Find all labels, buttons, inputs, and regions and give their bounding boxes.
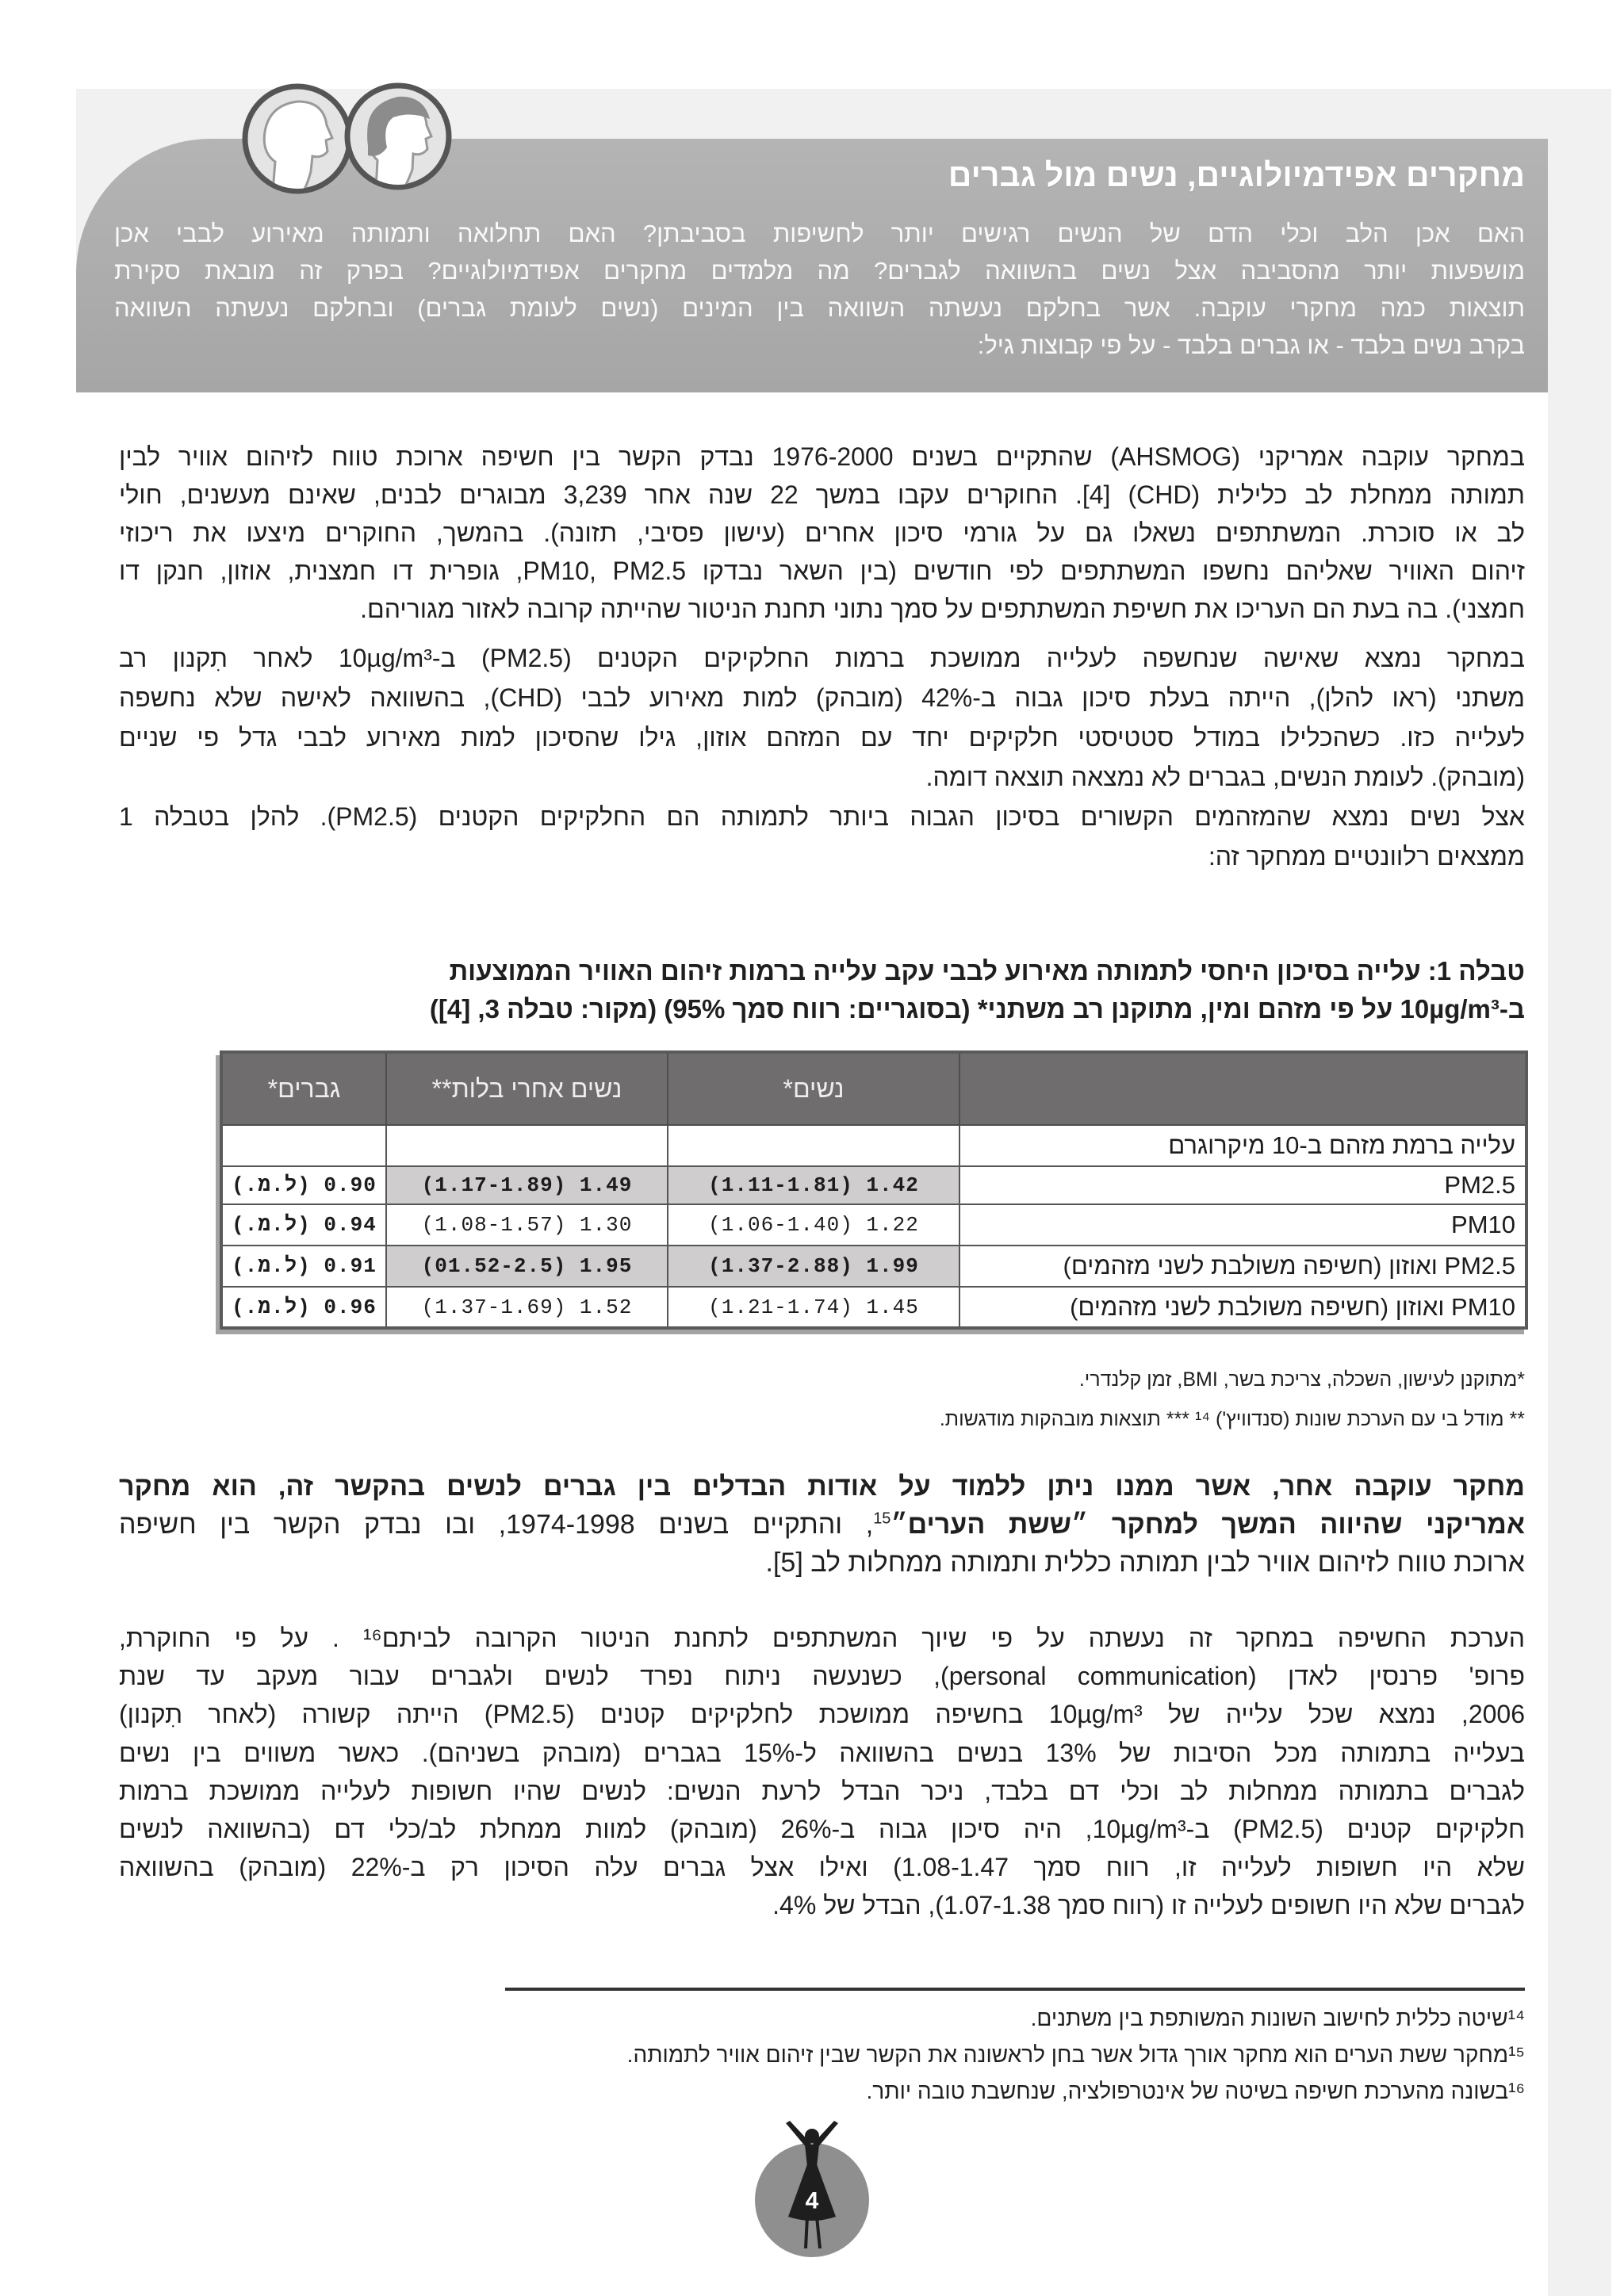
paragraph-line: בעלייה בתמותה מכל הסיבות של 13% בנשים בהשוואה ל-15% בגברים (מובהק בשניהם). כאשר משווים בין נשים <box>119 1738 1526 1767</box>
header-icons <box>232 73 462 208</box>
table-notes <box>119 1360 1525 1439</box>
paragraph-line: לעלייה כזו. כשהכלילו במודל סטטיסטי חלקיקים יחד עם המזהם אוזון, גילו שהסיכון למות מאירוע לבבי גדל פי שניים <box>119 723 1525 752</box>
intro-line: בקרב נשים בלבד - או גברים בלבד - על פי קבוצות גיל: <box>977 331 1525 359</box>
paragraph-line: זיהום האוויר שאליהם נחשפו המשתתפים לפי חודשים (בין השאר נבדקו PM10, PM2.5, גופרית דו חמצנית, אוזון, חנקן דו <box>119 557 1526 585</box>
caption-line: טבלה 1: עלייה בסיכון היחסי לתמותה מאירוע לבבי עקב עלייה ברמות זיהום האוויר הממוצעות <box>449 956 1525 985</box>
cell-postmenopausal: 1.49 (1.17-1.89) <box>386 1166 668 1204</box>
footnote: ¹⁵מחקר ששת הערים הוא מחקר אורך גדול אשר בחן לראשונה את הקשר שבין זיהום אוויר לתמותה. <box>626 2042 1525 2067</box>
footnote: ¹⁶בשונה מהערכת חשיפה בשיטה של אינטרפולציה, שנחשבת טובה יותר. <box>866 2079 1525 2103</box>
table-row <box>221 1166 1526 1204</box>
regular-segment: , והתקיים בשנים 1974-1998, ובו נבדק הקשר בין חשיפה <box>119 1510 874 1540</box>
cell-men: 0.90 (ל.מ.) <box>221 1166 386 1204</box>
cell-postmenopausal: 1.95 (01.52-2.5) <box>386 1246 668 1287</box>
intro-line: תוצאות כמה מחקרי עוקבה. אשר בחלקם נעשתה השוואה בין המינים (נשים לעומת גברים) ובחלקם נעשתה השוואה <box>114 294 1525 322</box>
cell-postmenopausal: 1.30 (1.08-1.57) <box>386 1204 668 1246</box>
paragraph-line: חלקיקים קטנים (PM2.5) ב-10µg/m³, היה סיכון גבוה ב-26% (מובהק) למוות ממחלת לב/כלי דם (בהשוואה לנשים <box>119 1814 1526 1843</box>
row-label: עלייה ברמת מזהם ב-10 מיקרוגרם <box>959 1125 1526 1166</box>
chapter-title: מחקרים אפידמיולוגיים, נשים מול גברים <box>948 157 1525 193</box>
cell-men: 0.91 (ל.מ.) <box>221 1246 386 1287</box>
cell-women: 1.99 (1.37-2.88) <box>668 1246 959 1287</box>
footnote-separator <box>505 1988 1525 1991</box>
paragraph-line: פרופ' פרנסין לאדן (personal communication), כשנעשה ניתוח נפרד לנשים ולגברים עבור מעקב עד שנת <box>119 1662 1526 1691</box>
cell-men: 0.96 (ל.מ.) <box>221 1287 386 1328</box>
paragraph-table-intro <box>119 797 1525 876</box>
paragraph-line: במחקר נמצא שאישה שנחשפה לעלייה ממושכת ברמות החלקיקים הקטנים (PM2.5) ב-10µg/m³ לאחר תִקנון רב <box>119 644 1526 672</box>
table-note: ** מודל בי עם הערכת שונות (סנדוויץ') ¹⁴ *** תוצאות מובהקות מודגשות. <box>939 1408 1525 1430</box>
paragraph-line: ארוכת טווח לזיהום אוויר לבין תמותה כללית ותמותה ממחלות לב [5]. <box>765 1548 1525 1578</box>
paragraph-line: אצל נשים נמצא שהמזהמים הקשורים בסיכון הגבוה ביותר לתמותה הם החלקיקים הקטנים (PM2.5). להלן בטבלה 1 <box>119 802 1526 831</box>
chapter-intro <box>114 215 1525 364</box>
row-label: PM10 ואוזון (חשיפה משולבת לשני מזהמים) <box>959 1287 1526 1328</box>
paragraph-line: לב או סוכרת. המשתתפים נשאלו גם על גורמי סיכון אחרים (עישון פסיבי, תזונה). בהמשך, החוקרים מיצעו את ריכוזי <box>119 519 1525 547</box>
paragraph-line: (מובהק). לעומת הנשים, בגברים לא נמצאה תוצאה דומה. <box>925 763 1525 791</box>
cell-men <box>221 1125 386 1166</box>
table-note: *מתוקנן לעישון, השכלה, צריכת בשר, BMI, זמן קלנדרי. <box>1078 1368 1525 1391</box>
man-profile-icon <box>245 86 350 192</box>
paragraph-line-mixed <box>119 1506 1525 1544</box>
table-row <box>221 1125 1526 1166</box>
footnote-ref: 15 <box>873 1510 891 1528</box>
page-number: 4 <box>805 2187 819 2214</box>
header-postmenopausal: נשים אחרי בלות** <box>386 1052 668 1125</box>
intro-line: האם אכן הלב וכלי הדם של הנשים רגישים יותר לחשיפות בסביבתן? האם תחלואה ותמותה מאירוע לבבי אכן <box>114 220 1525 247</box>
header-men: גברים* <box>221 1052 386 1125</box>
bold-segment: אמריקני שהיווה המשך למחקר ״ששת הערים״ <box>891 1510 1526 1540</box>
cell-women: 1.45 (1.21-1.74) <box>668 1287 959 1328</box>
paragraph-line: משתני (ראו להלן), הייתה בעלת סיכון גבוה ב-42% (מובהק) למות מאירוע לבבי (CHD), בהשוואה לאישה שלא נחשפה <box>119 683 1526 712</box>
cell-men: 0.94 (ל.מ.) <box>221 1204 386 1246</box>
intro-line: מושפעות יותר מהסביבה אצל נשים בהשוואה לגברים? מה מלמדים מחקרים אפידמיולוגיים? בפרק זה מובאת סקירת <box>114 257 1525 285</box>
table-row <box>221 1287 1526 1328</box>
paragraph-exposure-assessment <box>119 1619 1525 1925</box>
paragraph-line: תמותה ממחלת לב כלילית (CHD) [4]. החוקרים עקבו במשך 22 שנה אחר 3,239 מבוגרים לבנים, שאינם מעשנים, חולי <box>119 480 1526 509</box>
paragraph-ahsmog <box>119 438 1525 628</box>
table-row <box>221 1246 1526 1287</box>
footnotes <box>119 2000 1525 2110</box>
paragraph-line: במחקר עוקבה אמריקני (AHSMOG) שהתקיים בשנים 1976-2000 נבדק הקשר בין חשיפה ארוכת טווח לזיהום אוויר לבין <box>119 442 1526 471</box>
paragraph-line: לגברים שלא היו חשופים לעלייה זו (רווח סמך 1.07-1.38), הבדל של 4%. <box>772 1891 1525 1920</box>
page-number-badge <box>749 2118 875 2269</box>
footnote: ¹⁴שיטה כללית לחישוב השונות המשותפת בין משתנים. <box>1030 2006 1525 2030</box>
paragraph-line: לגברים בתמותה ממחלות לב וכלי דם בלבד, ניכר הבדל לרעת הנשים: לנשים שהיו חשופות לעלייה ממושכת ברמות <box>119 1776 1525 1805</box>
table-header-row <box>221 1052 1526 1125</box>
paragraph-findings <box>119 638 1525 797</box>
paragraph-six-cities <box>119 1468 1525 1582</box>
paragraph-line: 2006, נמצא שכל עלייה של 10µg/m³ בחשיפה ממושכת לחלקיקים קטנים (PM2.5) הייתה קשורה (לאחר תִקנון) <box>119 1700 1526 1729</box>
relative-risk-table <box>220 1050 1528 1330</box>
header-women: נשים* <box>668 1052 959 1125</box>
paragraph-line: הערכת החשיפה במחקר זה נעשתה על פי שיוך המשתתפים לתחנת הניטור הקרובה לביתם¹⁶ . על פי החוקרת, <box>119 1624 1526 1652</box>
paragraph-line: ממצאים רלוונטיים ממחקר זה: <box>1208 842 1525 871</box>
cell-women: 1.42 (1.11-1.81) <box>668 1166 959 1204</box>
row-label: PM10 <box>959 1204 1526 1246</box>
cell-women: 1.22 (1.06-1.40) <box>668 1204 959 1246</box>
caption-line: ב-10µg/m³ על פי מזהם ומין, מתוקנן רב משתני* (בסוגריים: רווח סמך 95%) (מקור: טבלה 3, [4]) <box>429 994 1525 1024</box>
row-label: PM2.5 <box>959 1166 1526 1204</box>
cell-postmenopausal <box>386 1125 668 1166</box>
cell-postmenopausal: 1.52 (1.37-1.69) <box>386 1287 668 1328</box>
cell-women <box>668 1125 959 1166</box>
paragraph-line: מחקר עוקבה אחר, אשר ממנו ניתן ללמוד על אודות הבדלים בין גברים לנשים בהקשר זה, הוא מחקר <box>119 1471 1525 1502</box>
table-row <box>221 1204 1526 1246</box>
row-label: PM2.5 ואוזון (חשיפה משולבת לשני מזהמים) <box>959 1246 1526 1287</box>
paragraph-line: חמצני). בה בעת הם העריכו את חשיפת המשתתפים על סמך נתוני תחנת הניטור שהייתה קרובה לאזור מגוריהם. <box>360 595 1525 623</box>
paragraph-line: שלא היו חשופות לעלייה זו, רווח סמך 1.08-1.47) ואילו אצל גברים עלה הסיכון רק ב-22% (מובהק) בהשוואה <box>119 1853 1526 1882</box>
woman-profile-icon <box>347 86 449 190</box>
table-caption <box>119 952 1525 1028</box>
header-empty-cell <box>959 1052 1526 1125</box>
